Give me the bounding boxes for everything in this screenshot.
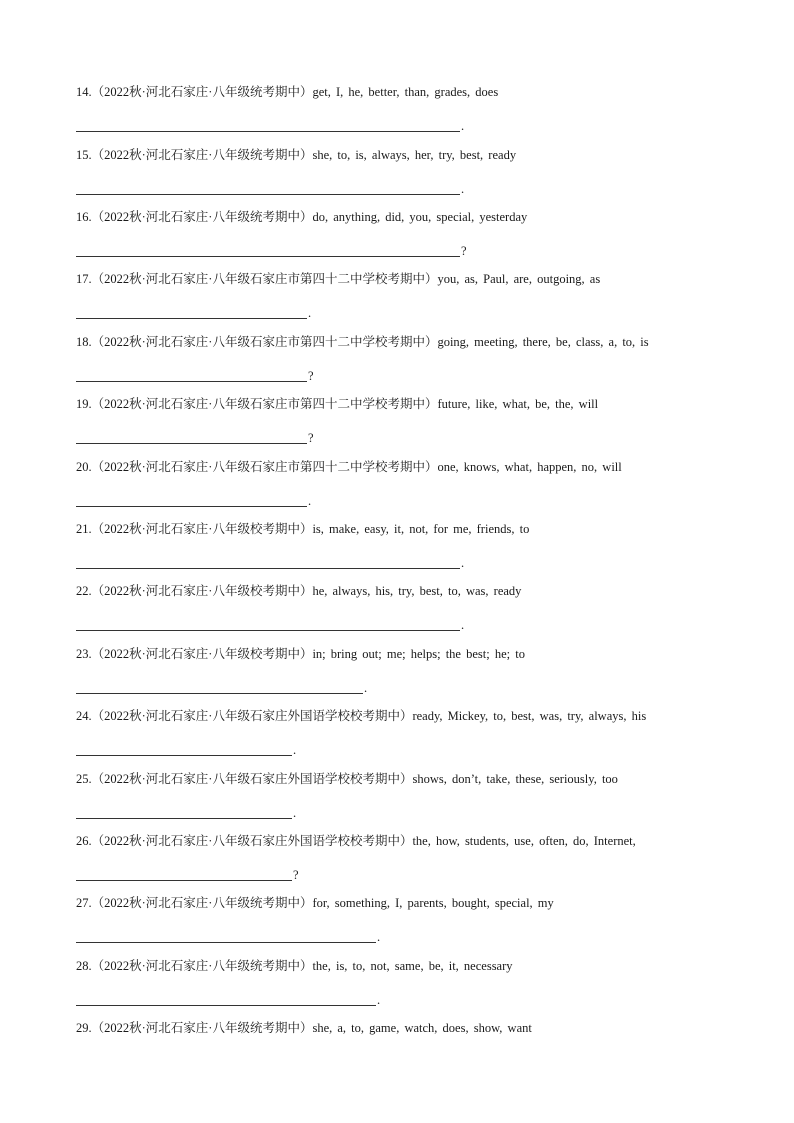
answer-punctuation: .	[308, 494, 312, 508]
question-26	[76, 833, 776, 881]
answer-blank[interactable]	[76, 431, 307, 444]
answer-blank[interactable]	[76, 556, 460, 569]
question-25	[76, 771, 776, 819]
answer-row	[76, 615, 776, 631]
question-prompt	[76, 459, 776, 475]
question-number: 28.	[76, 959, 92, 973]
answer-row	[76, 241, 776, 257]
question-27	[76, 895, 776, 943]
question-words: shows, don’t, take, these, seriously, too	[412, 772, 618, 786]
question-words: you, as, Paul, are, outgoing, as	[437, 272, 601, 286]
question-number: 17.	[76, 272, 92, 286]
question-words: he, always, his, try, best, to, was, ready	[312, 584, 522, 598]
question-source: （2022秋·河北石家庄·八年级校考期中）	[91, 522, 313, 536]
question-prompt	[76, 334, 776, 350]
answer-row	[76, 678, 776, 694]
question-number: 21.	[76, 522, 92, 536]
question-words: she, a, to, game, watch, does, show, want	[312, 1021, 532, 1035]
question-source: （2022秋·河北石家庄·八年级统考期中）	[91, 148, 313, 162]
answer-punctuation: .	[461, 556, 465, 570]
question-source: （2022秋·河北石家庄·八年级石家庄市第四十二中学校考期中）	[91, 272, 438, 286]
question-prompt	[76, 147, 776, 163]
answer-row	[76, 116, 776, 132]
answer-blank[interactable]	[76, 119, 460, 132]
question-prompt	[76, 1020, 776, 1036]
question-22	[76, 583, 776, 631]
answer-punctuation: .	[364, 681, 368, 695]
question-words: one, knows, what, happen, no, will	[437, 460, 622, 474]
question-words: she, to, is, always, her, try, best, ready	[312, 148, 517, 162]
answer-blank[interactable]	[76, 993, 376, 1006]
question-words: going, meeting, there, be, class, a, to, is	[437, 335, 649, 349]
answer-punctuation: .	[461, 618, 465, 632]
question-source: （2022秋·河北石家庄·八年级统考期中）	[91, 959, 313, 973]
question-21	[76, 521, 776, 569]
question-source: （2022秋·河北石家庄·八年级校考期中）	[91, 584, 313, 598]
answer-row	[76, 927, 776, 943]
answer-row	[76, 803, 776, 819]
question-source: （2022秋·河北石家庄·八年级石家庄外国语学校校考期中）	[91, 709, 413, 723]
answer-punctuation: ?	[308, 369, 314, 383]
question-number: 25.	[76, 772, 92, 786]
answer-row	[76, 428, 776, 444]
answer-blank[interactable]	[76, 494, 307, 507]
question-24	[76, 708, 776, 756]
answer-row	[76, 366, 776, 382]
question-prompt	[76, 895, 776, 911]
answer-punctuation: .	[461, 182, 465, 196]
question-words: ready, Mickey, to, best, was, try, always, his	[412, 709, 647, 723]
question-words: the, how, students, use, often, do, Internet,	[412, 834, 636, 848]
question-prompt	[76, 833, 776, 849]
question-number: 14.	[76, 85, 92, 99]
answer-blank[interactable]	[76, 681, 363, 694]
answer-blank[interactable]	[76, 743, 292, 756]
question-number: 22.	[76, 584, 92, 598]
question-words: the, is, to, not, same, be, it, necessary	[312, 959, 513, 973]
answer-punctuation: .	[377, 993, 381, 1007]
question-source: （2022秋·河北石家庄·八年级校考期中）	[91, 647, 313, 661]
question-source: （2022秋·河北石家庄·八年级石家庄外国语学校校考期中）	[91, 772, 413, 786]
question-words: future, like, what, be, the, will	[437, 397, 599, 411]
question-prompt	[76, 583, 776, 599]
question-prompt	[76, 521, 776, 537]
question-source: （2022秋·河北石家庄·八年级石家庄市第四十二中学校考期中）	[91, 397, 438, 411]
question-prompt	[76, 771, 776, 787]
question-19	[76, 396, 776, 444]
question-20	[76, 459, 776, 507]
answer-blank[interactable]	[76, 182, 460, 195]
question-number: 29.	[76, 1021, 92, 1035]
question-source: （2022秋·河北石家庄·八年级统考期中）	[91, 1021, 313, 1035]
question-16	[76, 209, 776, 257]
question-number: 15.	[76, 148, 92, 162]
answer-punctuation: .	[293, 806, 297, 820]
answer-row	[76, 491, 776, 507]
question-prompt	[76, 271, 776, 287]
answer-punctuation: .	[308, 306, 312, 320]
question-source: （2022秋·河北石家庄·八年级统考期中）	[91, 210, 313, 224]
question-18	[76, 334, 776, 382]
question-prompt	[76, 708, 776, 724]
question-words: is, make, easy, it, not, for me, friends, to	[312, 522, 530, 536]
question-source: （2022秋·河北石家庄·八年级石家庄市第四十二中学校考期中）	[91, 335, 438, 349]
question-words: for, something, I, parents, bought, special, my	[312, 896, 554, 910]
question-prompt	[76, 958, 776, 974]
question-source: （2022秋·河北石家庄·八年级统考期中）	[91, 896, 313, 910]
question-prompt	[76, 84, 776, 100]
answer-punctuation: ?	[461, 244, 467, 258]
answer-punctuation: ?	[293, 868, 299, 882]
answer-row	[76, 990, 776, 1006]
answer-blank[interactable]	[76, 244, 460, 257]
answer-row	[76, 865, 776, 881]
answer-row	[76, 740, 776, 756]
answer-punctuation: .	[461, 119, 465, 133]
question-prompt	[76, 209, 776, 225]
answer-blank[interactable]	[76, 306, 307, 319]
question-number: 27.	[76, 896, 92, 910]
question-source: （2022秋·河北石家庄·八年级石家庄市第四十二中学校考期中）	[91, 460, 438, 474]
answer-blank[interactable]	[76, 369, 307, 382]
answer-punctuation: ?	[308, 431, 314, 445]
answer-row	[76, 553, 776, 569]
question-prompt	[76, 646, 776, 662]
answer-blank[interactable]	[76, 806, 292, 819]
answer-row	[76, 303, 776, 319]
answer-blank[interactable]	[76, 618, 460, 631]
question-number: 20.	[76, 460, 92, 474]
question-source: （2022秋·河北石家庄·八年级统考期中）	[91, 85, 313, 99]
question-29	[76, 1020, 776, 1036]
question-number: 18.	[76, 335, 92, 349]
answer-punctuation: .	[377, 930, 381, 944]
answer-row	[76, 179, 776, 195]
answer-blank[interactable]	[76, 930, 376, 943]
question-number: 19.	[76, 397, 92, 411]
question-words: get, I, he, better, than, grades, does	[312, 85, 499, 99]
question-17	[76, 271, 776, 319]
question-number: 23.	[76, 647, 92, 661]
question-28	[76, 958, 776, 1006]
question-number: 16.	[76, 210, 92, 224]
question-14	[76, 84, 776, 132]
answer-blank[interactable]	[76, 868, 292, 881]
answer-punctuation: .	[293, 743, 297, 757]
question-number: 24.	[76, 709, 92, 723]
question-number: 26.	[76, 834, 92, 848]
question-words: in; bring out; me; helps; the best; he; to	[312, 647, 525, 661]
question-words: do, anything, did, you, special, yesterday	[312, 210, 528, 224]
question-source: （2022秋·河北石家庄·八年级石家庄外国语学校校考期中）	[91, 834, 413, 848]
question-15	[76, 147, 776, 195]
question-23	[76, 646, 776, 694]
question-prompt	[76, 396, 776, 412]
